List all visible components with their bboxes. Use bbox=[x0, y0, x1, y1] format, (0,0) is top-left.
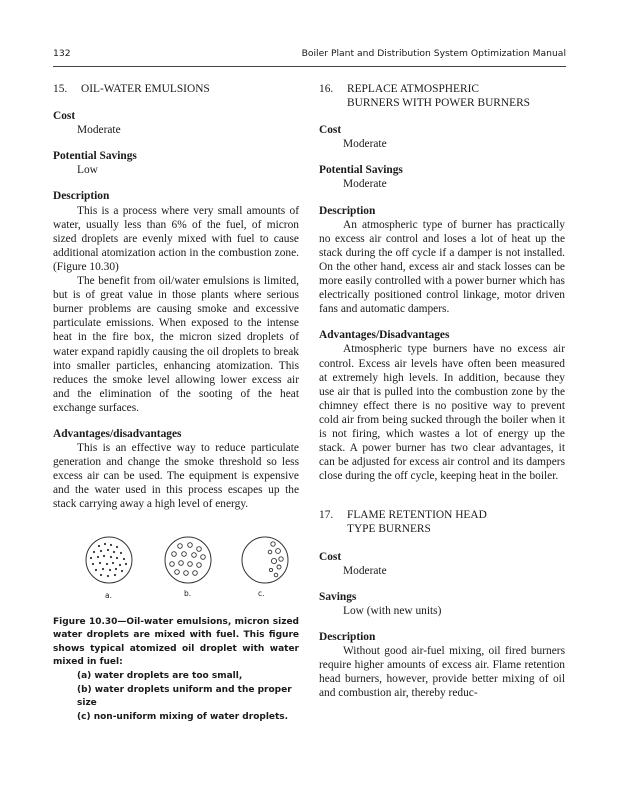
caption-item-c: (c) non-uniform mixing of water droplets. bbox=[77, 711, 289, 722]
caption-item-a: (a) water droplets are too small, bbox=[77, 670, 243, 681]
droplet-b-illustration bbox=[165, 537, 211, 583]
header-rule bbox=[53, 66, 566, 67]
figure-label-c: c. bbox=[258, 588, 265, 598]
savings-17-value: Low (with new units) bbox=[343, 604, 442, 617]
cost-value: Moderate bbox=[77, 124, 121, 137]
savings-value: Low bbox=[77, 164, 98, 177]
cost-17-value: Moderate bbox=[343, 564, 387, 577]
section-15-title bbox=[53, 82, 299, 96]
section-17-title bbox=[319, 508, 565, 536]
cost-16-value: Moderate bbox=[343, 138, 387, 151]
section-15-number: 15. bbox=[53, 83, 68, 95]
right-column bbox=[319, 82, 565, 700]
section-16-heading-line-2: BURNERS WITH POWER BURNERS bbox=[347, 97, 531, 110]
description-17-heading: Description bbox=[319, 630, 376, 643]
cost-16-heading: Cost bbox=[319, 124, 342, 137]
page-number: 132 bbox=[53, 48, 71, 59]
cost-heading: Cost bbox=[53, 110, 76, 123]
page-header bbox=[53, 48, 566, 64]
section-16-title bbox=[319, 82, 565, 110]
caption-item-b: (b) water droplets uniform and the proper size bbox=[77, 684, 292, 709]
savings-16-heading: Potential Savings bbox=[319, 164, 403, 177]
figure-10-30 bbox=[53, 534, 299, 604]
savings-17-heading: Savings bbox=[319, 590, 357, 603]
section-17-number: 17. bbox=[319, 509, 334, 522]
section-15-heading: OIL-WATER EMULSIONS bbox=[81, 83, 210, 95]
figure-label-a: a. bbox=[105, 590, 112, 600]
droplet-a-illustration bbox=[86, 537, 132, 583]
section-16-number: 16. bbox=[319, 83, 334, 95]
section-16-heading-line-1: REPLACE ATMOSPHERIC bbox=[347, 83, 479, 95]
caption-title: Figure 10.30—Oil-water emulsions, micron sized water droplets are mixed with fuel. This figure shows typical atomized oil droplet with water mixed in fuel: bbox=[53, 616, 299, 668]
description-17-paragraph: Without good air-fuel mixing, oil fired burners require higher amounts of excess air. Flame retention head burners, however, provide better mixing of oil and combustion air, thereby reduc- bbox=[319, 645, 565, 700]
section-17-heading-line-1: FLAME RETENTION HEAD bbox=[347, 509, 487, 522]
description-paragraph-2: The benefit from oil/water emulsions is limited, but is of great value in those plants where serious burner problems are causing smoke and excessive particulate emissions. When exposed to the intense heat in the fire box, the micron sized droplets of water expand rapidly causing the oil droplets to break into smaller particles, enhancing atomization. This reduces the smoke level allowing lower excess air and the elimination of the sooting of the heat exchange surfaces. bbox=[53, 275, 299, 414]
advantages-paragraph: This is an effective way to reduce particulate generation and change the smoke threshold so less excess air can be used. The equipment is expensive and the water used in this process escapes up the stack carrying away a high level of energy. bbox=[53, 442, 299, 511]
savings-heading: Potential Savings bbox=[53, 150, 137, 163]
advantages-16-heading: Advantages/Disadvantages bbox=[319, 329, 450, 342]
left-column bbox=[53, 82, 299, 724]
cost-17-heading: Cost bbox=[319, 550, 342, 563]
advantages-heading: Advantages/disadvantages bbox=[53, 427, 182, 440]
figure-caption bbox=[53, 616, 299, 725]
advantages-16-paragraph: Atmospheric type burners have no excess air control. Excess air levels have often been measured at extremely high levels. In addition, because they use air that is pulled into the combustion zone by the chimney effect there is no positive way to prevent cold air from being sucked through the boiler when it is not firing, which wastes a lot of energy up the stack. A power burner has two clear advantages, it can be adjusted for excess air control and its dampers close during the off cycle, keeping heat in the boiler. bbox=[319, 343, 565, 483]
description-16-paragraph: An atmospheric type of burner has practically no excess air control and loses a lot of heat up the stack during the off cycle if a damper is not installed. On the other hand, excess air and stack losses can be more easily controlled with a power burner which has electrically positioned control linkage, motor driven fans and automatic dampers. bbox=[319, 218, 565, 316]
description-16-heading: Description bbox=[319, 204, 376, 217]
figure-label-b: b. bbox=[184, 588, 192, 598]
savings-16-value: Moderate bbox=[343, 178, 387, 191]
description-heading: Description bbox=[53, 190, 110, 203]
section-17-heading-line-2: TYPE BURNERS bbox=[347, 523, 431, 536]
description-paragraph-1: This is a process where very small amounts of water, usually less than 6% of the fuel, of micron sized droplets are evenly mixed with fuel to cause additional atomization action in the combustion zone. (Figure 10.30) bbox=[53, 204, 299, 273]
droplet-c-illustration bbox=[242, 537, 288, 583]
running-title: Boiler Plant and Distribution System Optimization Manual bbox=[301, 48, 566, 59]
